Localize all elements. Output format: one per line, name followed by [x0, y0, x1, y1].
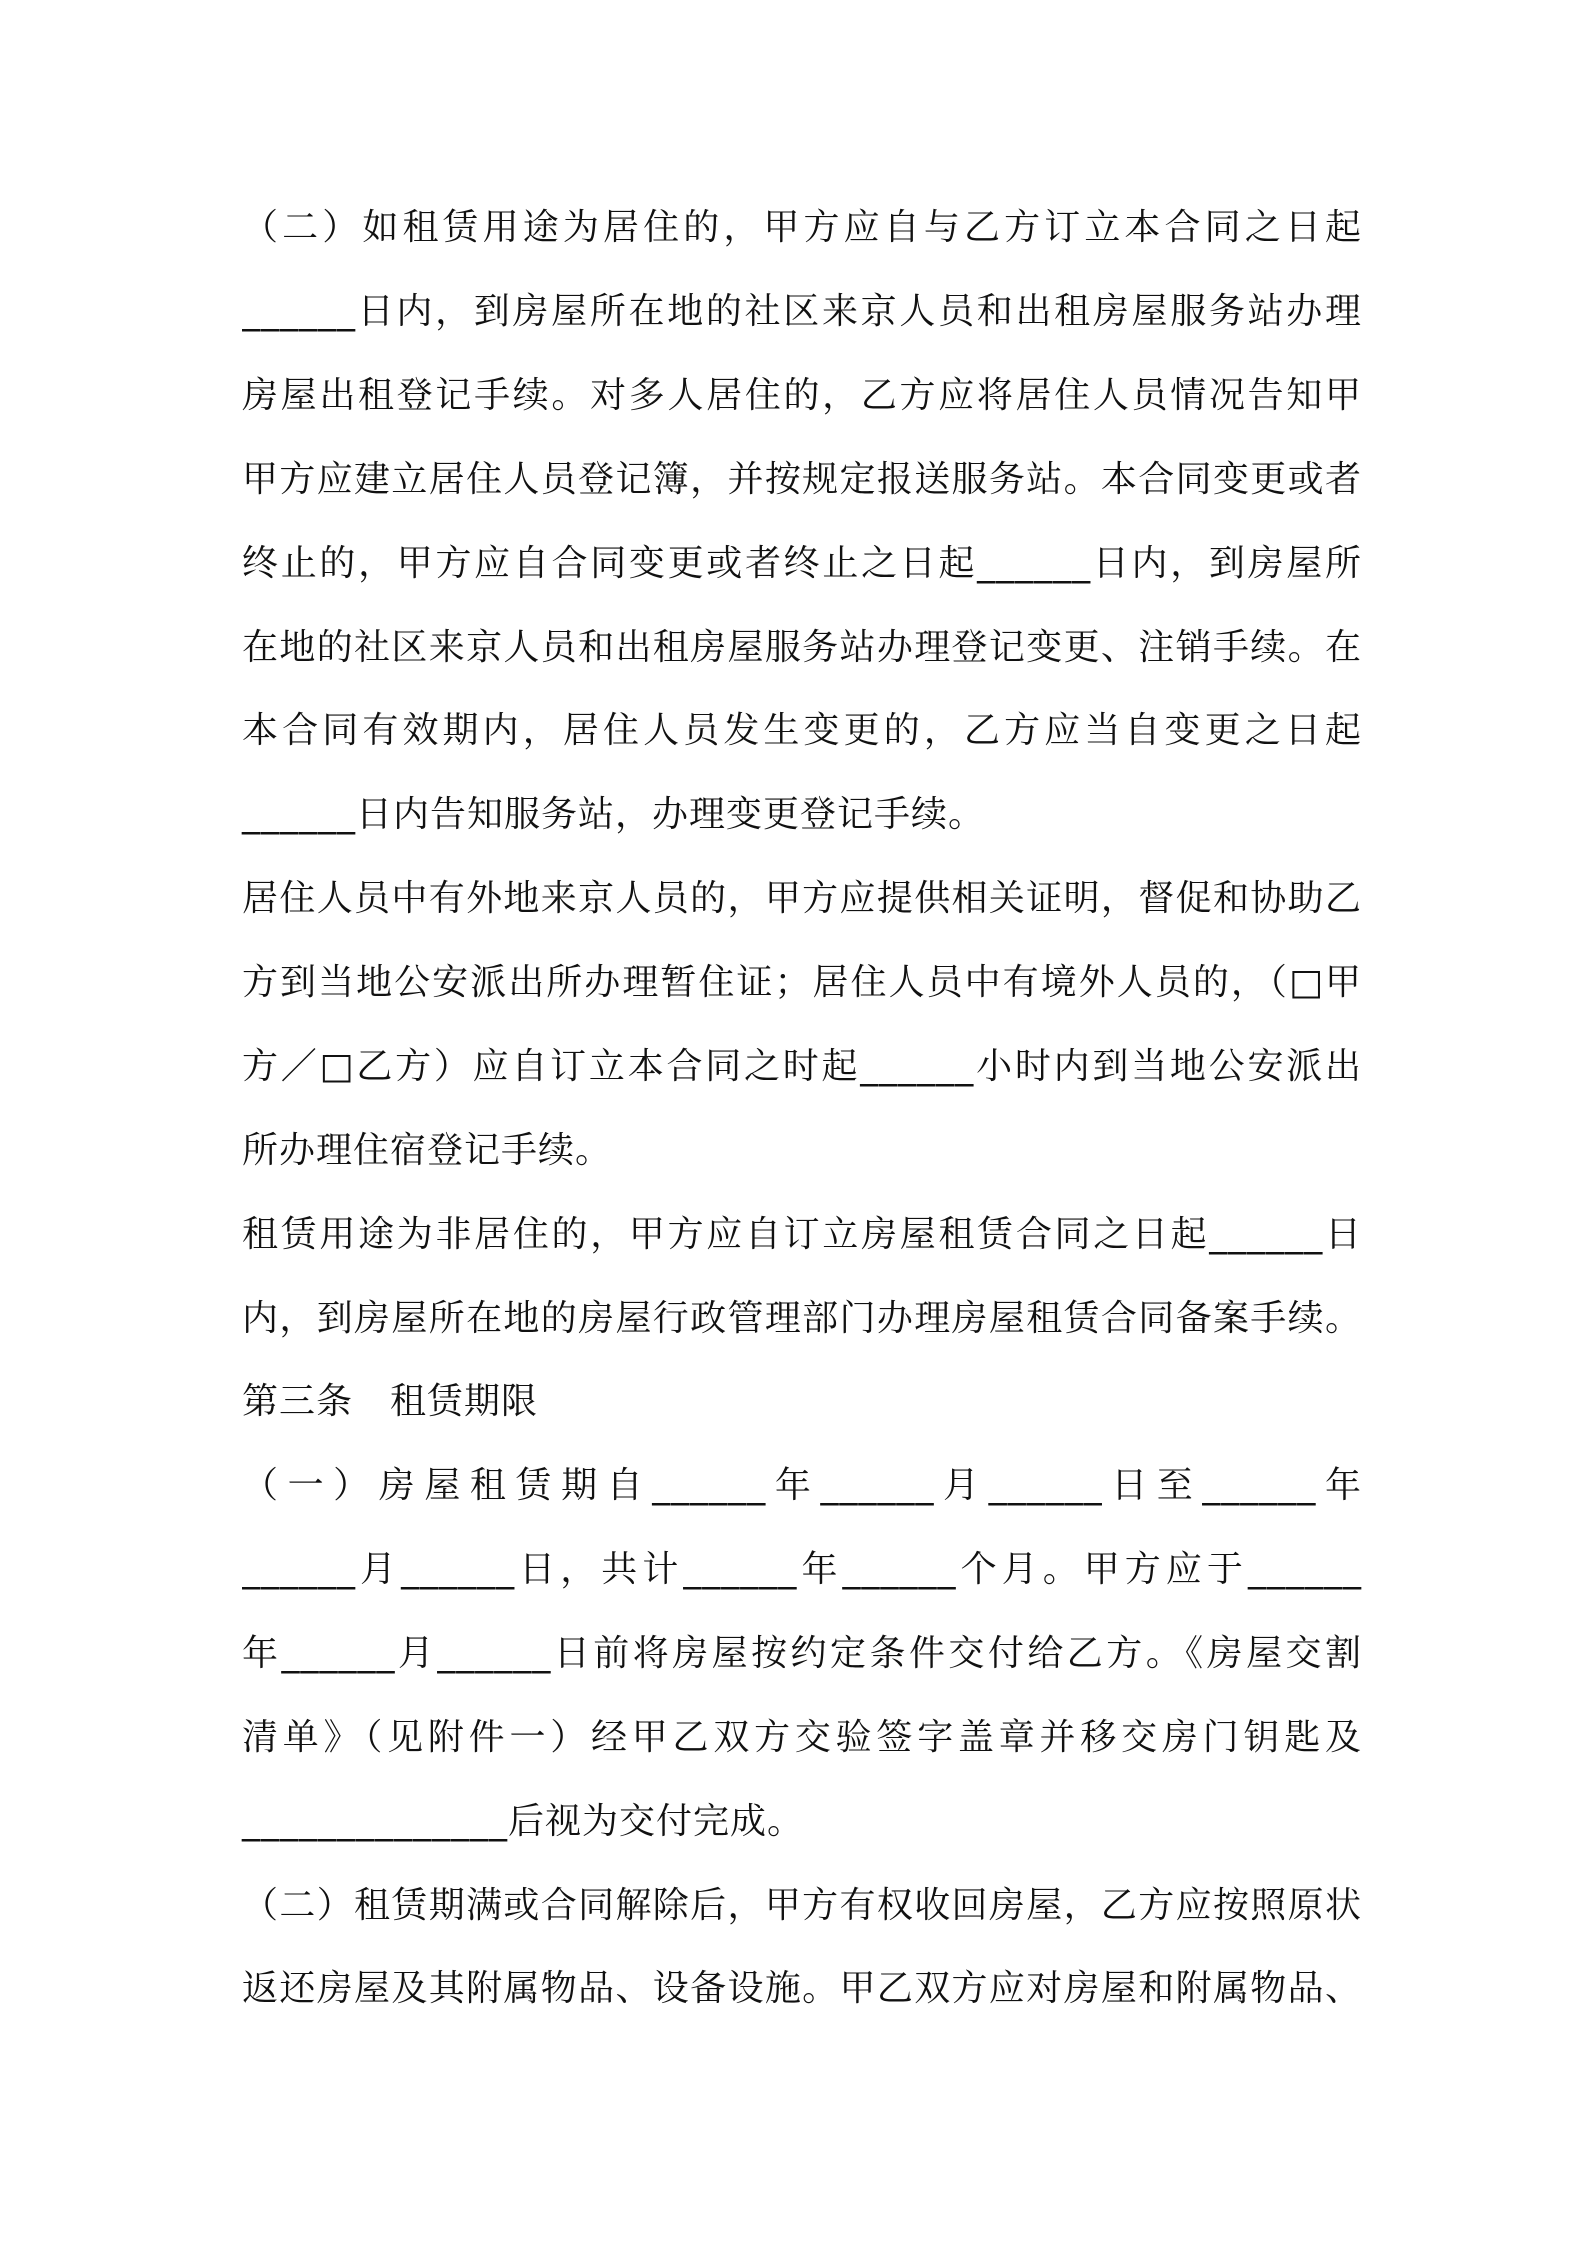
- text-line: 终止的，甲方应自合同变更或者终止之日起______日内，到房屋所: [242, 543, 1362, 584]
- text-line: 房屋出租登记手续。对多人居住的，乙方应将居住人员情况告知甲: [242, 375, 1362, 416]
- text-line: 甲方应建立居住人员登记簿，并按规定报送服务站。本合同变更或者: [242, 459, 1362, 500]
- text-line: 内，到房屋所在地的房屋行政管理部门办理房屋租赁合同备案手续。: [242, 1298, 1362, 1339]
- text-line: ______日内，到房屋所在地的社区来京人员和出租房屋服务站办理: [242, 291, 1362, 332]
- text-line: （二）如租赁用途为居住的，甲方应自与乙方订立本合同之日起: [242, 207, 1362, 248]
- text-line: 返还房屋及其附属物品、设备设施。甲乙双方应对房屋和附属物品、: [242, 1968, 1362, 2009]
- text-line: 本合同有效期内，居住人员发生变更的，乙方应当自变更之日起: [242, 710, 1362, 751]
- text-line: ______月______日，共计______年______个月。甲方应于______: [242, 1549, 1362, 1590]
- text-line: （二）租赁期满或合同解除后，甲方有权收回房屋，乙方应按照原状: [242, 1885, 1362, 1926]
- text-line: 方到当地公安派出所办理暂住证；居住人员中有境外人员的，（□甲: [242, 962, 1362, 1003]
- text-line: 在地的社区来京人员和出租房屋服务站办理登记变更、注销手续。在: [242, 627, 1362, 668]
- text-line: ______________后视为交付完成。: [242, 1801, 805, 1842]
- text-line: 所办理住宿登记手续。: [242, 1130, 613, 1171]
- text-line: 年______月______日前将房屋按约定条件交付给乙方。《房屋交割: [242, 1633, 1362, 1674]
- text-line: 清单》（见附件一）经甲乙双方交验签字盖章并移交房门钥匙及: [242, 1717, 1362, 1758]
- text-line: 方／□乙方）应自订立本合同之时起______小时内到当地公安派出: [242, 1046, 1362, 1087]
- text-line: ______日内告知服务站，办理变更登记手续。: [242, 794, 986, 835]
- text-line: 居住人员中有外地来京人员的，甲方应提供相关证明，督促和协助乙: [242, 878, 1362, 919]
- text-line: （一）房屋租赁期自______年______月______日至______年: [242, 1465, 1362, 1506]
- section-heading: 第三条 租赁期限: [242, 1381, 539, 1422]
- text-line: 租赁用途为非居住的，甲方应自订立房屋租赁合同之日起______日: [242, 1214, 1362, 1255]
